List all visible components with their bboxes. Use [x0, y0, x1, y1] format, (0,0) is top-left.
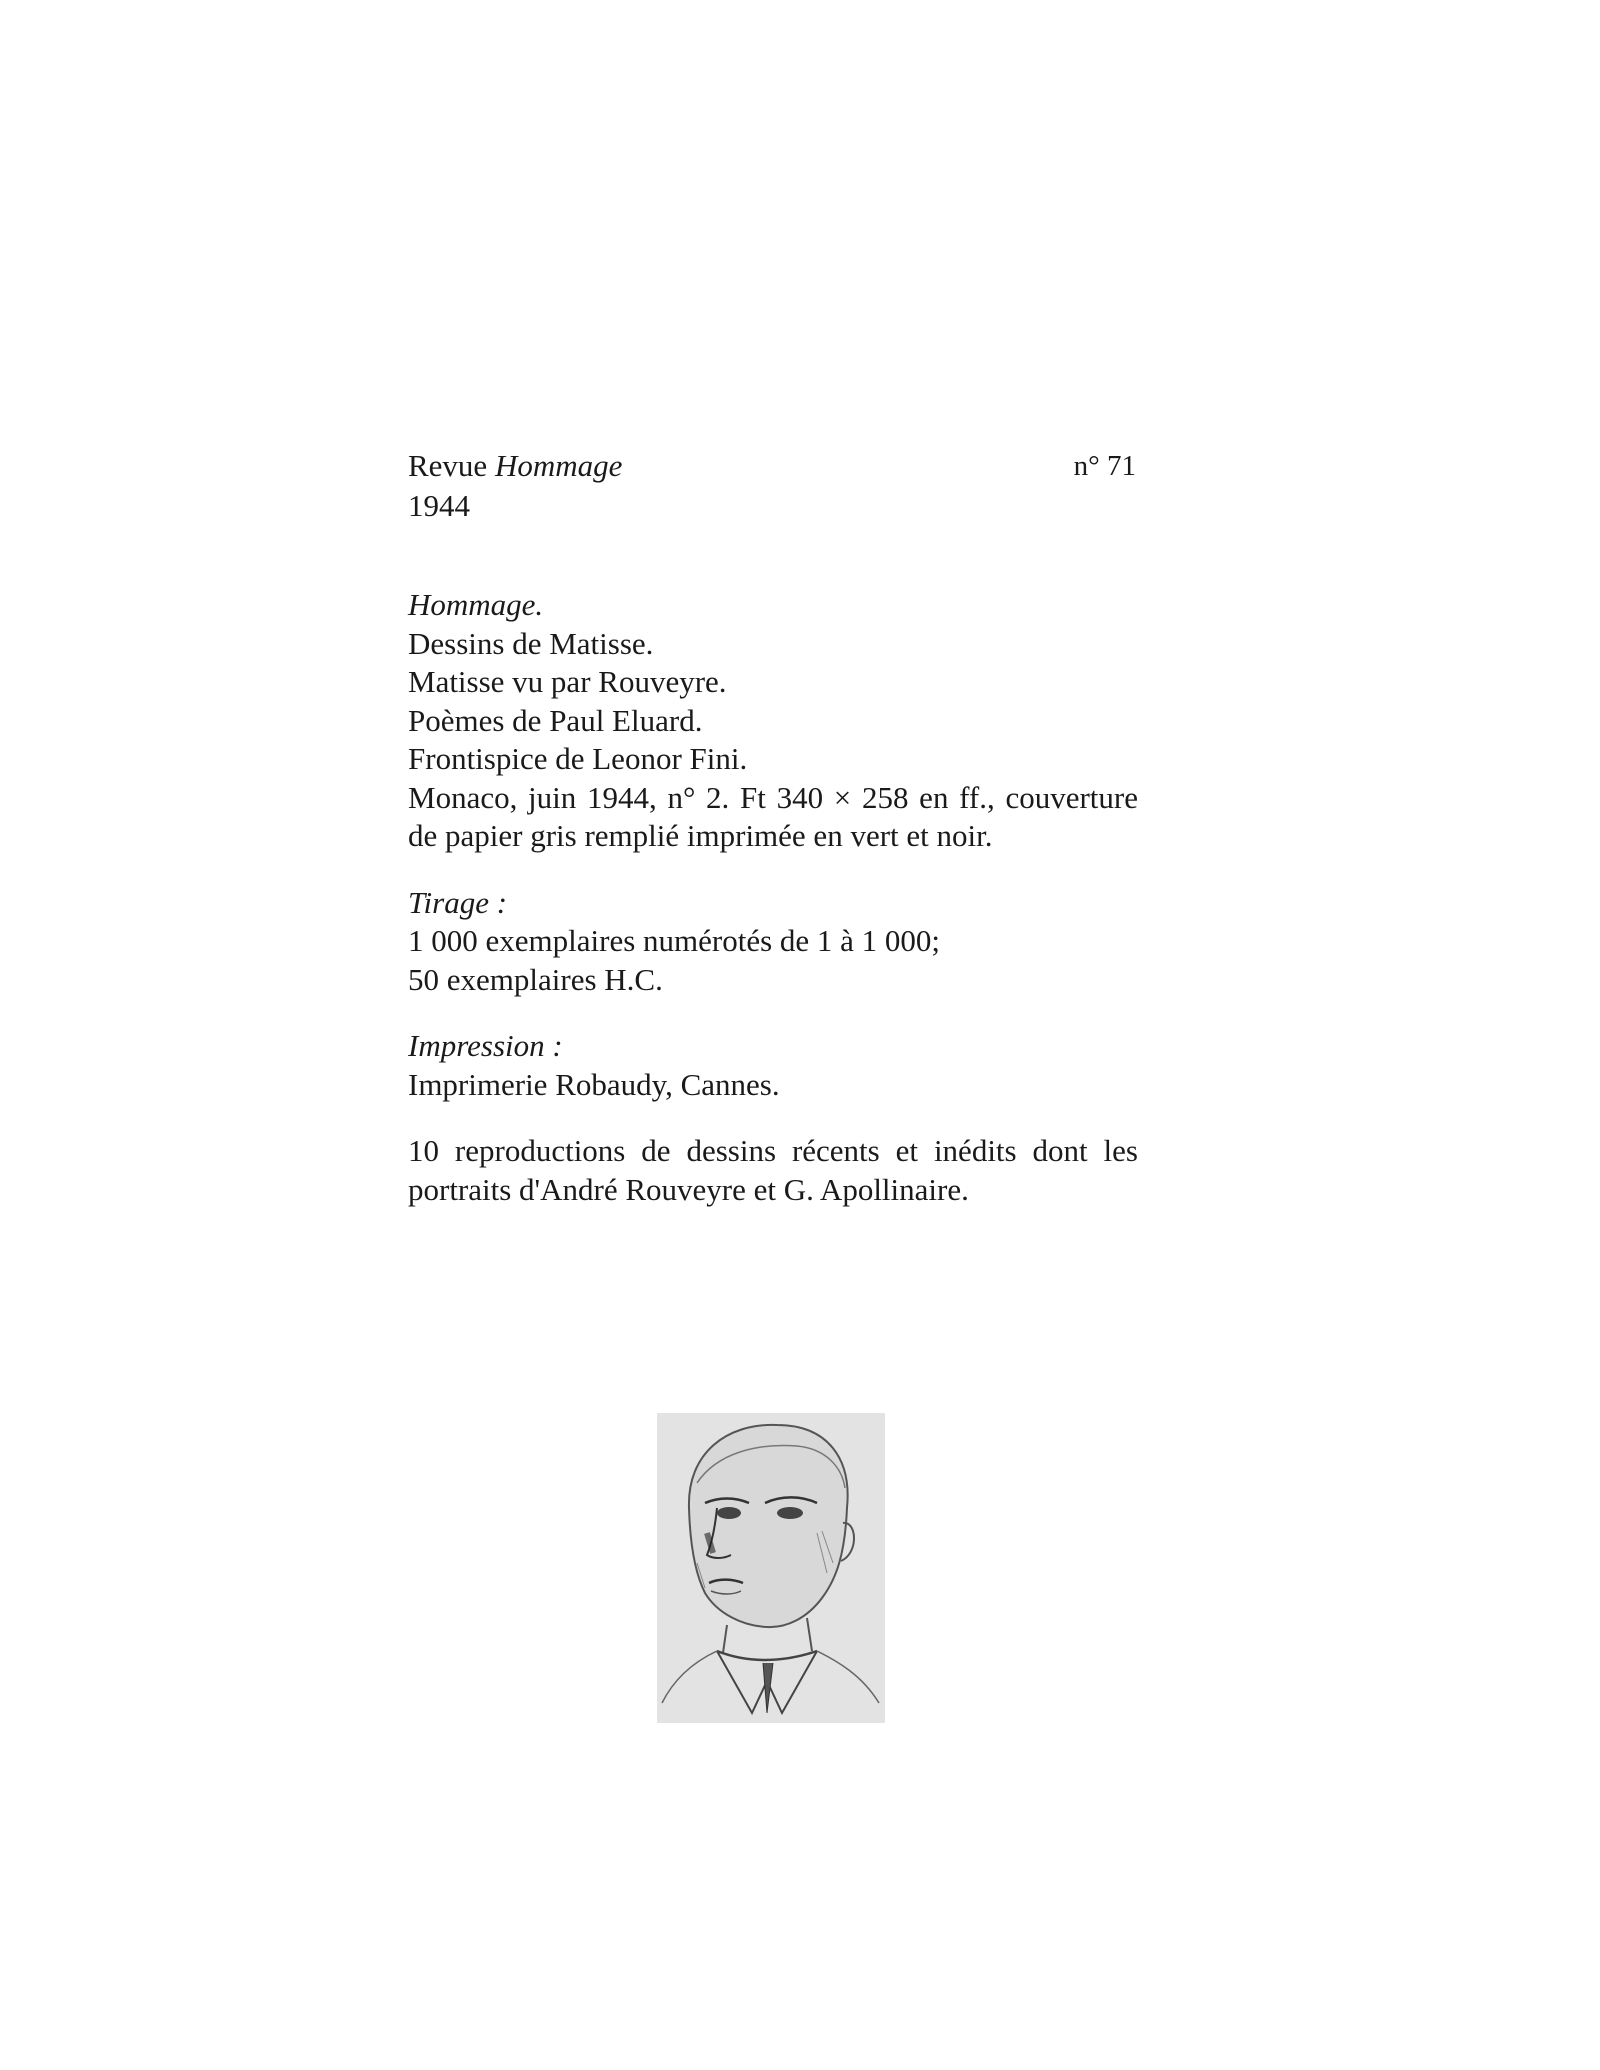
- impression-section: [408, 1027, 1138, 1104]
- tirage-label: Tirage :: [408, 884, 508, 920]
- entry-header: [408, 446, 1136, 526]
- contents-line: Poèmes de Paul Eluard.: [408, 702, 703, 738]
- contents-title: Hommage.: [408, 587, 544, 622]
- note-text: 10 reproductions de dessins récents et inédits dont les portraits d'André Rouveyre et G. Apollinaire.: [408, 1133, 1138, 1207]
- tirage-line: 50 exemplaires H.C.: [408, 961, 663, 997]
- portrait-drawing-icon: [657, 1413, 885, 1723]
- revue-title: Hommage: [494, 448, 623, 483]
- revue-title-line: [408, 446, 1136, 486]
- tirage-section: [408, 884, 1138, 1000]
- tirage-line: 1 000 exemplaires numérotés de 1 à 1 000;: [408, 923, 941, 958]
- impression-label: Impression :: [408, 1028, 563, 1063]
- entry-body: [408, 586, 1138, 1209]
- revue-prefix: Revue: [408, 448, 488, 483]
- contents-line: Matisse vu par Rouveyre.: [408, 664, 727, 699]
- contents-description: Monaco, juin 1944, n° 2. Ft 340 × 258 en ff., couverture de papier gris remplié imprimée en vert et noir.: [408, 779, 1138, 853]
- note-section: [408, 1132, 1138, 1209]
- portrait-drawing: [657, 1413, 885, 1723]
- contents-line: Frontispice de Leonor Fini.: [408, 741, 748, 776]
- contents-line: Dessins de Matisse.: [408, 625, 654, 661]
- entry-number: n° 71: [1073, 450, 1136, 482]
- impression-text: Imprimerie Robaudy, Cannes.: [408, 1066, 780, 1102]
- entry-year: 1944: [408, 488, 470, 523]
